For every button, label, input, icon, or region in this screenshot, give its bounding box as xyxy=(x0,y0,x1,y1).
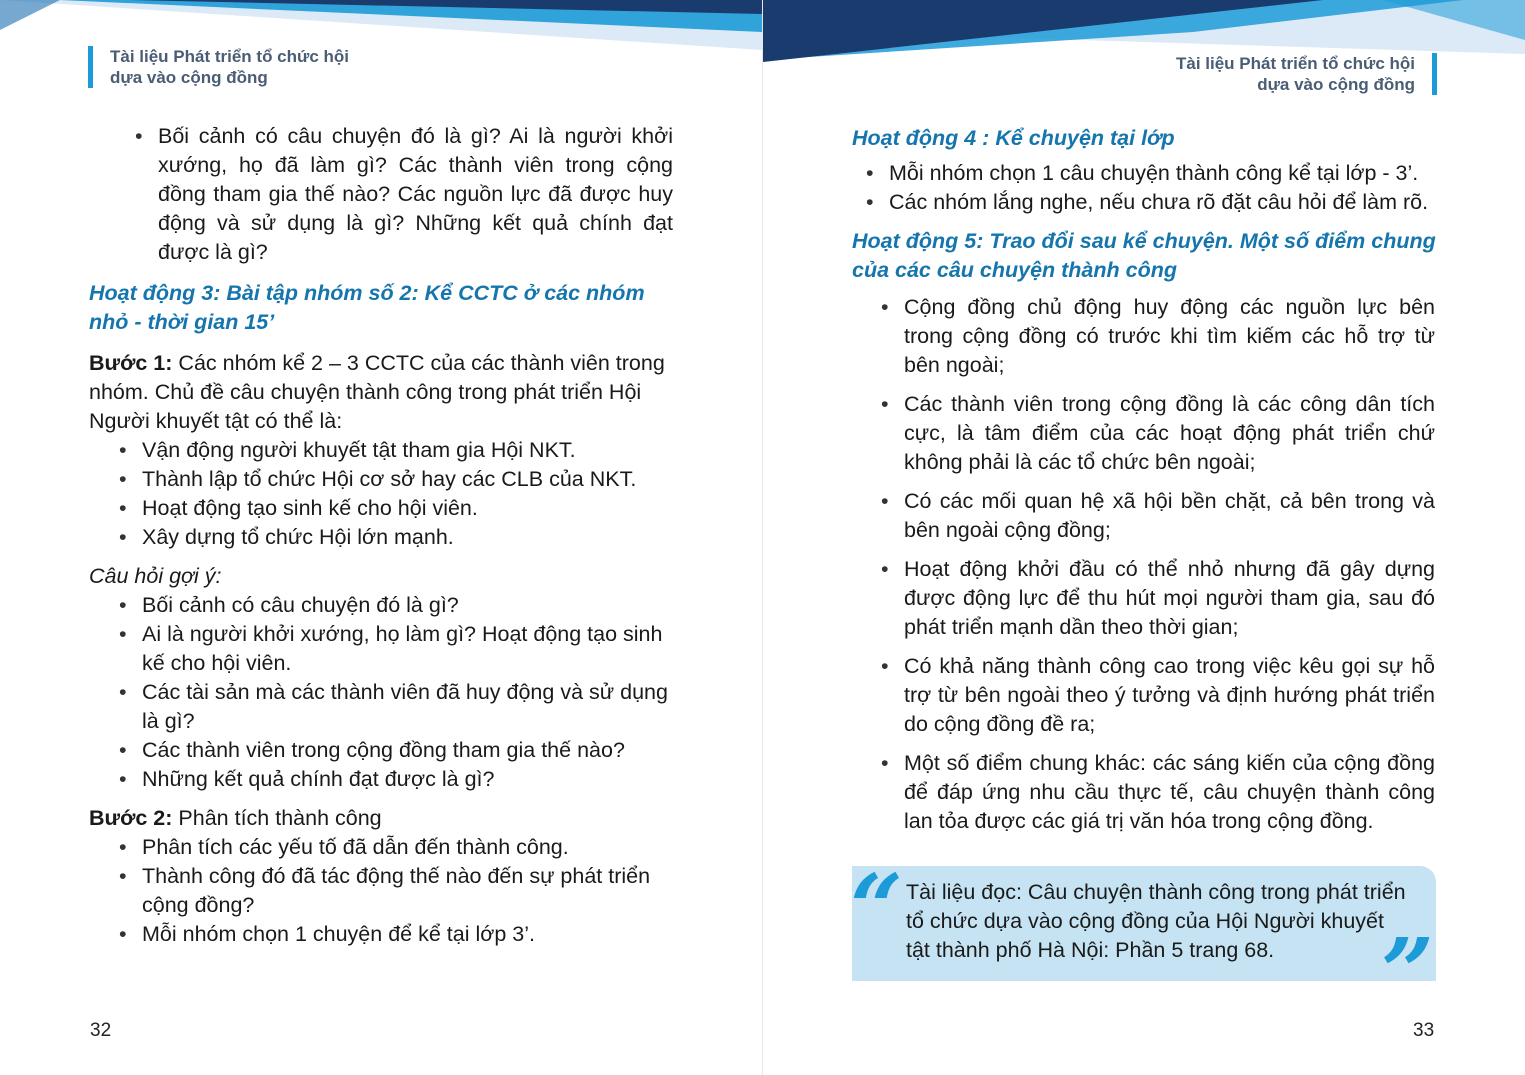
list-item: • Có khả năng thành công cao trong việc kêu gọi sự hỗ trợ từ bên ngoài theo ý tưởng và định hướng phát triển do cộng đồng đề ra; xyxy=(904,652,1435,739)
list-item: • Những kết quả chính đạt được là gì? xyxy=(142,765,673,794)
page-header xyxy=(88,46,349,88)
activity-4-heading: Hoạt động 4 : Kể chuyện tại lớp xyxy=(852,126,1175,150)
header-line-1: Tài liệu Phát triển tổ chức hội xyxy=(1175,54,1415,73)
callout-text: Tài liệu đọc: Câu chuyện thành công trong phát triển tổ chức dựa vào cộng đồng của Hội Người khuyết tật thành phố Hà Nội: Phần 5 trang 68. xyxy=(906,880,1406,962)
step-1-text: Các nhóm kể 2 – 3 CCTC của các thành viên trong nhóm. Chủ đề câu chuyện thành công trong phát triển Hội Người khuyết tật có thể là: xyxy=(89,351,665,433)
list-item: • Các thành viên trong cộng đồng tham gia thế nào? xyxy=(142,736,673,765)
list-item: • Xây dựng tổ chức Hội lớn mạnh. xyxy=(142,523,673,552)
questions-label: Câu hỏi gợi ý: xyxy=(89,564,222,588)
list-item: • Mỗi nhóm chọn 1 câu chuyện thành công kể tại lớp - 3’. xyxy=(889,159,1448,188)
step-2-label: Bước 2: xyxy=(89,806,173,830)
open-quote-icon: “ xyxy=(850,854,903,962)
list-item: • Thành lập tổ chức Hội cơ sở hay các CLB của NKT. xyxy=(142,465,673,494)
list-item: • Cộng đồng chủ động huy động các nguồn lực bên trong cộng đồng có trước khi tìm kiếm các hỗ trợ từ bên ngoài; xyxy=(904,293,1435,380)
intro-bullet-list xyxy=(89,122,673,267)
list-item: • Bối cảnh có câu chuyện đó là gì? Ai là người khởi xướng, họ đã làm gì? Các thành viên trong cộng đồng tham gia thế nào? Các nguồn lực đã được huy động và sử dụng là gì? Những kết quả chính đạt được là gì? xyxy=(158,122,673,267)
list-item: • Hoạt động tạo sinh kế cho hội viên. xyxy=(142,494,673,523)
left-page xyxy=(0,0,762,1075)
list-item: • Bối cảnh có câu chuyện đó là gì? xyxy=(142,591,673,620)
activity-3-heading: Hoạt động 3: Bài tập nhóm số 2: Kể CCTC ở các nhóm nhỏ - thời gian 15’ xyxy=(89,281,645,334)
header-line-2: dựa vào cộng đồng xyxy=(110,68,268,87)
list-item: • Ai là người khởi xướng, họ làm gì? Hoạt động tạo sinh kế cho hội viên. xyxy=(142,620,673,678)
left-content xyxy=(89,122,673,949)
close-quote-icon: ” xyxy=(1381,918,1434,1026)
list-item: • Các tài sản mà các thành viên đã huy động và sử dụng là gì? xyxy=(142,678,673,736)
page-header xyxy=(1176,53,1437,95)
list-item: • Hoạt động khởi đầu có thể nhỏ nhưng đã gây dựng được động lực để thu hút mọi người tham gia, sau đó phát triển mạnh dần theo thời gian; xyxy=(904,555,1435,642)
right-content xyxy=(852,124,1448,836)
activity-4-bullet-list xyxy=(852,159,1448,217)
step-1-paragraph xyxy=(89,349,673,436)
list-item: • Phân tích các yếu tố đã dẫn đến thành công. xyxy=(142,833,673,862)
list-item: • Một số điểm chung khác: các sáng kiến của cộng đồng để đáp ứng nhu cầu thực tế, câu chuyện thành công lan tỏa được các giá trị văn hóa trong cộng đồng. xyxy=(904,749,1435,836)
activity-5-heading: Hoạt động 5: Trao đổi sau kể chuyện. Một số điểm chung của các câu chuyện thành công xyxy=(852,229,1436,282)
list-item: • Vận động người khuyết tật tham gia Hội NKT. xyxy=(142,436,673,465)
header-line-1: Tài liệu Phát triển tổ chức hội xyxy=(110,47,350,66)
list-item: • Có các mối quan hệ xã hội bền chặt, cả bên trong và bên ngoài cộng đồng; xyxy=(904,487,1435,545)
questions-bullet-list xyxy=(89,591,673,794)
step-2-paragraph xyxy=(89,804,673,833)
step-1-label: Bước 1: xyxy=(89,351,173,375)
list-item: • Các thành viên trong cộng đồng là các công dân tích cực, là tâm điểm của các hoạt động phát triển chứ không phải là các tổ chức bên ngoài; xyxy=(904,390,1435,477)
step-2-text: Phân tích thành công xyxy=(172,806,382,830)
page-number: 33 xyxy=(1413,1020,1435,1041)
step-1-bullet-list xyxy=(89,436,673,552)
activity-5-bullet-list xyxy=(852,293,1435,836)
page-number: 32 xyxy=(90,1020,112,1041)
header-line-2: dựa vào cộng đồng xyxy=(1257,75,1415,94)
reading-callout xyxy=(850,854,1436,1026)
list-item: • Các nhóm lắng nghe, nếu chưa rõ đặt câu hỏi để làm rõ. xyxy=(889,188,1448,217)
list-item: • Thành công đó đã tác động thế nào đến sự phát triển cộng đồng? xyxy=(142,862,673,920)
step-2-bullet-list xyxy=(89,833,673,949)
list-item: • Mỗi nhóm chọn 1 chuyện để kể tại lớp 3’. xyxy=(142,920,673,949)
